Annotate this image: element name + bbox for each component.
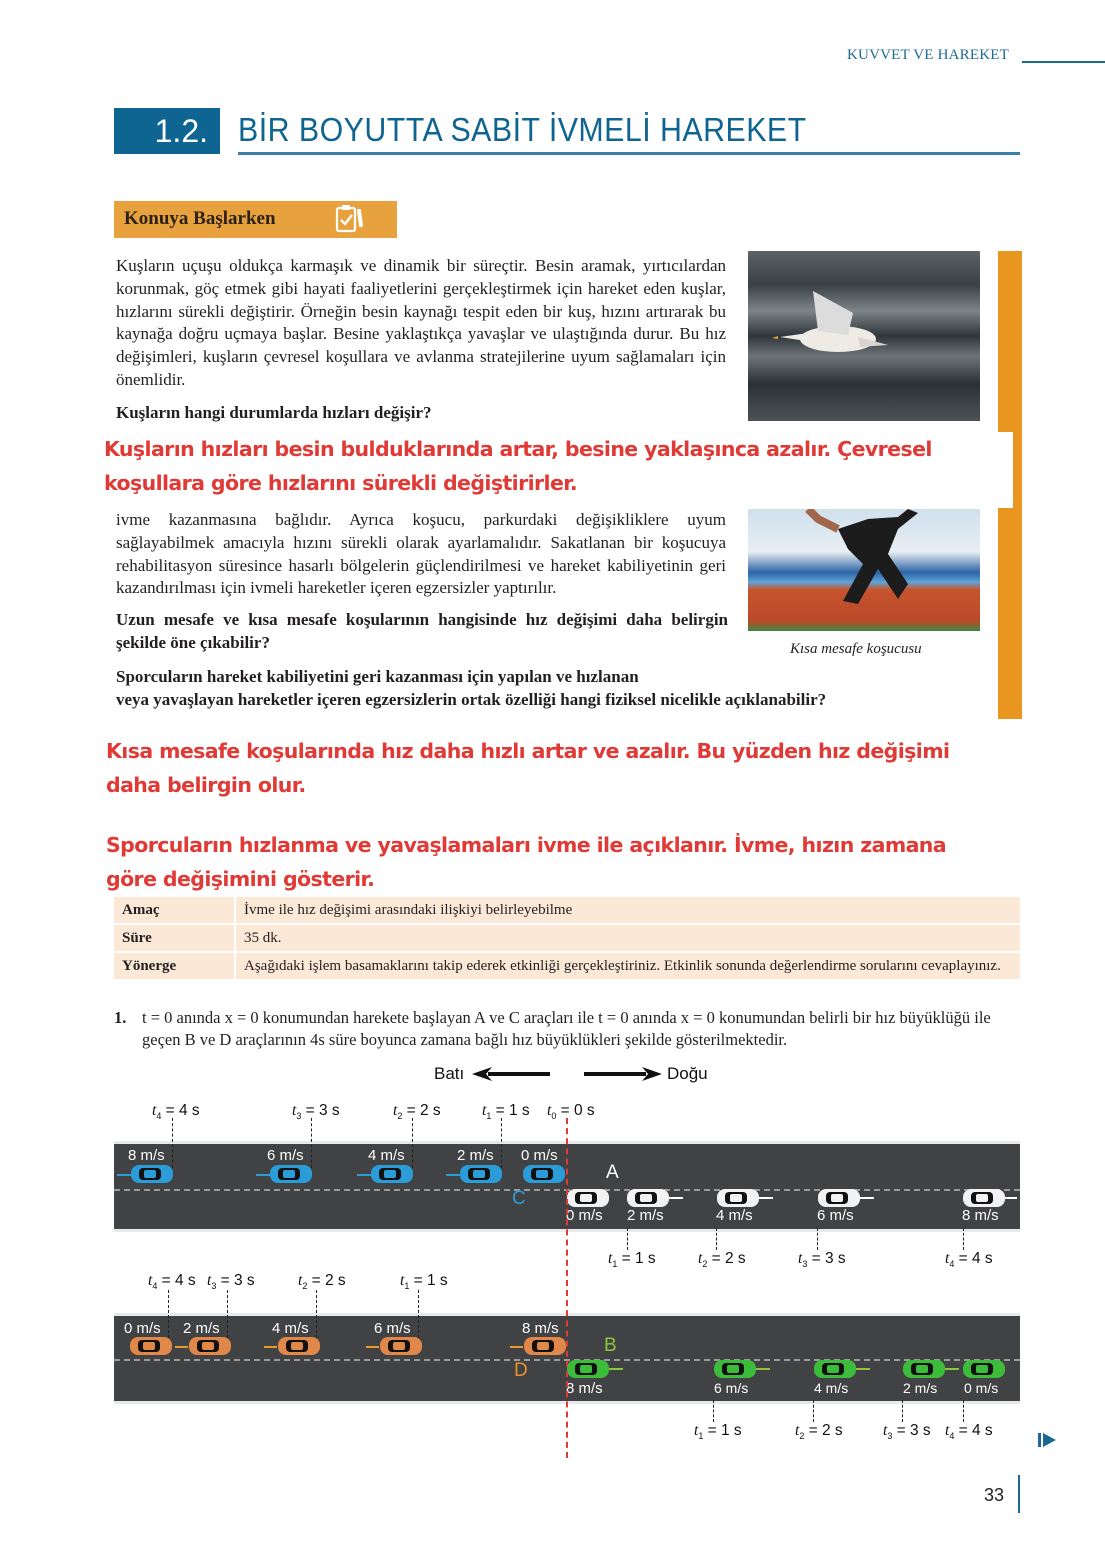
car-c-letter: C — [512, 1188, 526, 1209]
car-a — [567, 1189, 609, 1207]
arrow-right-icon — [759, 1197, 773, 1199]
car-b — [567, 1360, 609, 1378]
speed-label: 4 m/s — [716, 1207, 753, 1224]
speed-label: 0 m/s — [124, 1320, 161, 1337]
car-d — [130, 1337, 172, 1355]
car-c — [270, 1165, 312, 1183]
arrow-left-icon — [175, 1346, 188, 1348]
arrow-left-icon — [510, 1346, 523, 1348]
time-tick — [817, 1228, 818, 1250]
time-tick — [501, 1118, 502, 1168]
time-label: $t_0 = 0$ s — [547, 1102, 595, 1122]
time-tick — [227, 1290, 228, 1338]
time-label: $t_2 = 2$ s — [698, 1250, 746, 1270]
question-3-line-1: Sporcuların hareket kabiliyetini geri kazanması için yapılan ve hızlanan — [116, 667, 639, 686]
car-b — [963, 1360, 1005, 1378]
runner-icon — [748, 509, 980, 631]
time-label: $t_1 = 1$ s — [608, 1250, 656, 1270]
step-text: t = 0 anında x = 0 konumundan harekete başlayan A ve C araçları ile t = 0 anında x = 0 konumundan belirli bir hız büyüklüğü ile geçen B ve D araçlarının 4s süre boyunca zamana bağlı hız büyüklükleri şekilde gösterilmektedir. — [142, 1008, 991, 1049]
step-number: 1. — [114, 1008, 127, 1027]
arrow-left-icon — [357, 1174, 371, 1176]
table-row — [114, 897, 1020, 923]
time-label: $t_3 = 3$ s — [883, 1422, 931, 1442]
running-title-rule — [1022, 61, 1105, 63]
speed-label: 0 m/s — [521, 1147, 558, 1164]
speed-label: 8 m/s — [962, 1207, 999, 1224]
table-value: 35 dk. — [236, 925, 1020, 951]
time-label: $t_1 = 1$ s — [482, 1102, 530, 1122]
table-key: Süre — [114, 925, 236, 951]
car-b — [903, 1360, 945, 1378]
time-label: $t_1 = 1$ s — [694, 1422, 742, 1442]
speed-label: 4 m/s — [368, 1147, 405, 1164]
question-2: Uzun mesafe ve kısa mesafe koşularının hangisinde hız değişimi daha belirgin şekilde öne çıkabilir? — [116, 610, 728, 652]
time-tick — [813, 1400, 814, 1422]
arrow-left-icon — [446, 1174, 460, 1176]
time-label: $t_3 = 3$ s — [798, 1250, 846, 1270]
east-label: Doğu — [667, 1064, 708, 1083]
car-a — [818, 1189, 860, 1207]
answer-3[interactable]: Sporcuların hızlanma ve yavaşlamaları ivme ile açıklanır. İvme, hızın zamana göre değişimini gösterir. — [106, 833, 947, 891]
speed-label: 4 m/s — [272, 1320, 309, 1337]
car-d — [189, 1337, 231, 1355]
time-label: $t_3 = 3$ s — [292, 1102, 340, 1122]
speed-label: 6 m/s — [817, 1207, 854, 1224]
time-tick — [902, 1400, 903, 1422]
car-b-letter: B — [604, 1335, 617, 1356]
table-value: Aşağıdaki işlem basamaklarını takip ederek etkinliği gerçekleştiriniz. Etkinlik sonunda değerlendirme sorularını cevaplayınız. — [236, 953, 1020, 979]
page-number: 33 — [984, 1485, 1005, 1505]
table-row — [114, 925, 1020, 951]
car-a-letter: A — [606, 1162, 619, 1183]
table-key: Amaç — [114, 897, 236, 923]
arrow-left-icon — [264, 1346, 277, 1348]
time-label: $t_1 = 1$ s — [400, 1272, 448, 1292]
section-number: 1.2. — [114, 108, 220, 154]
intro-box-label: Konuya Başlarken — [124, 208, 276, 229]
west-arrow-icon — [472, 1066, 552, 1082]
arrow-right-icon — [860, 1197, 874, 1199]
section-title-rule — [238, 152, 1020, 155]
seagull-icon — [748, 251, 980, 421]
time-tick — [172, 1118, 173, 1168]
car-c — [131, 1165, 173, 1183]
car-c — [371, 1165, 413, 1183]
sprinter-photo-caption: Kısa mesafe koşucusu — [790, 641, 922, 657]
table-key: Yönerge — [114, 953, 236, 979]
speed-label: 8 m/s — [522, 1320, 559, 1337]
arrow-left-icon — [117, 1174, 131, 1176]
car-a — [627, 1189, 669, 1207]
question-3-line-2: veya yavaşlayan hareketler içeren egzersizlerin ortak özelliği hangi fiziksel nicelikle açıklanabilir? — [116, 690, 827, 709]
time-label: $t_3 = 3$ s — [207, 1272, 255, 1292]
next-page-icon[interactable] — [1038, 1432, 1058, 1448]
time-label: $t_4 = 4$ s — [945, 1422, 993, 1442]
speed-label: 2 m/s — [903, 1380, 938, 1396]
time-label: $t_2 = 2$ s — [393, 1102, 441, 1122]
car-c — [460, 1165, 502, 1183]
section-title: BİR BOYUTTA SABİT İVMELİ HAREKET — [238, 111, 807, 148]
speed-label: 6 m/s — [374, 1320, 411, 1337]
question-1: Kuşların hangi durumlarda hızları değişir? — [116, 403, 432, 422]
car-d — [380, 1337, 422, 1355]
west-label: Batı — [434, 1064, 465, 1083]
time-label: $t_4 = 4$ s — [945, 1250, 993, 1270]
arrow-right-icon — [756, 1368, 770, 1370]
time-tick — [316, 1290, 317, 1338]
arrow-left-icon — [366, 1346, 379, 1348]
time-tick — [713, 1400, 714, 1422]
time-tick — [963, 1228, 964, 1250]
car-d-letter: D — [514, 1360, 528, 1381]
time-tick — [716, 1228, 717, 1250]
speed-label: 6 m/s — [267, 1147, 304, 1164]
arrow-right-icon — [1005, 1197, 1017, 1199]
speed-label: 2 m/s — [457, 1147, 494, 1164]
sprinter-photo — [748, 509, 980, 631]
car-a — [717, 1189, 759, 1207]
arrow-right-icon — [856, 1368, 870, 1370]
time-label: $t_4 = 4$ s — [148, 1272, 196, 1292]
time-label: $t_2 = 2$ s — [795, 1422, 843, 1442]
car-b — [814, 1360, 856, 1378]
time-label: $t_4 = 4$ s — [152, 1102, 200, 1122]
arrow-right-icon — [945, 1368, 959, 1370]
east-arrow-icon — [582, 1066, 662, 1082]
step-1 — [114, 1007, 1020, 1051]
activity-info-table — [114, 895, 1020, 981]
answer-1[interactable]: Kuşların hızları besin bulduklarında artar, besine yaklaşınca azalır. Çevresel koşullara göre hızlarını sürekli değiştirirler. — [104, 437, 932, 495]
page-number-rule — [1018, 1475, 1020, 1513]
speed-label: 8 m/s — [128, 1147, 165, 1164]
table-value: İvme ile hız değişimi arasındaki ilişkiyi belirleyebilme — [236, 897, 1020, 923]
time-tick — [168, 1290, 169, 1338]
intro-paragraph-1: Kuşların uçuşu oldukça karmaşık ve dinamik bir süreçtir. Besin aramak, yırtıcılardan korunmak, göç etmek gibi hayati faaliyetlerini gerçekleştirmek için hareket eden kuşlar, hızlarını sürekli değiştirir. Örneğin besin kaynağı tespit eden bir kuş, hızını artırarak bu kaynağa doğru uçmaya başlar. Besine yaklaştıkça yavaşlar ve ulaştığında durur. Bu hız değişimleri, kuşların çevresel koşullara ve avlanma stratejilerine uyum sağlamaları için önemlidir. — [116, 256, 726, 389]
time-tick — [418, 1290, 419, 1338]
speed-label: 8 m/s — [566, 1380, 603, 1397]
arrow-left-icon — [256, 1174, 270, 1176]
time-label: $t_2 = 2$ s — [298, 1272, 346, 1292]
running-title: KUVVET VE HAREKET — [847, 47, 1009, 63]
speed-label: 0 m/s — [964, 1380, 999, 1396]
speed-label: 0 m/s — [566, 1207, 603, 1224]
arrow-right-icon — [669, 1197, 683, 1199]
time-tick — [963, 1400, 964, 1422]
speed-label: 4 m/s — [814, 1380, 849, 1396]
speed-label: 2 m/s — [627, 1207, 664, 1224]
car-c — [523, 1165, 565, 1183]
time-tick — [412, 1118, 413, 1168]
intro-paragraph-2: ivme kazanmasına bağlıdır. Ayrıca koşucu, parkurdaki değişikliklere uyum sağlayabilmek amacıyla hızını sürekli olarak ayarlamalıdır. Sakatlanan bir koşucuya rehabilitasyon süresince hasarlı bölgelerin güçlendirilmesi ve hareket kabiliyetinin geri kazandırılması için ivmeli hareketler içeren egzersizler yaptırılır. — [116, 510, 726, 598]
speed-label: 2 m/s — [183, 1320, 220, 1337]
origin-reference-line — [566, 1118, 568, 1458]
car-d — [278, 1337, 320, 1355]
answer-2[interactable]: Kısa mesafe koşularında hız daha hızlı artar ve azalır. Bu yüzden hız değişimi daha belirgin olur. — [106, 739, 950, 797]
seagull-photo — [748, 251, 980, 421]
car-b — [714, 1360, 756, 1378]
time-tick — [311, 1118, 312, 1168]
arrow-right-icon — [609, 1368, 623, 1370]
time-tick — [627, 1228, 628, 1250]
clipboard-check-icon — [331, 203, 367, 235]
table-row — [114, 953, 1020, 979]
car-a — [963, 1189, 1005, 1207]
speed-label: 6 m/s — [714, 1380, 749, 1396]
car-d — [524, 1337, 566, 1355]
